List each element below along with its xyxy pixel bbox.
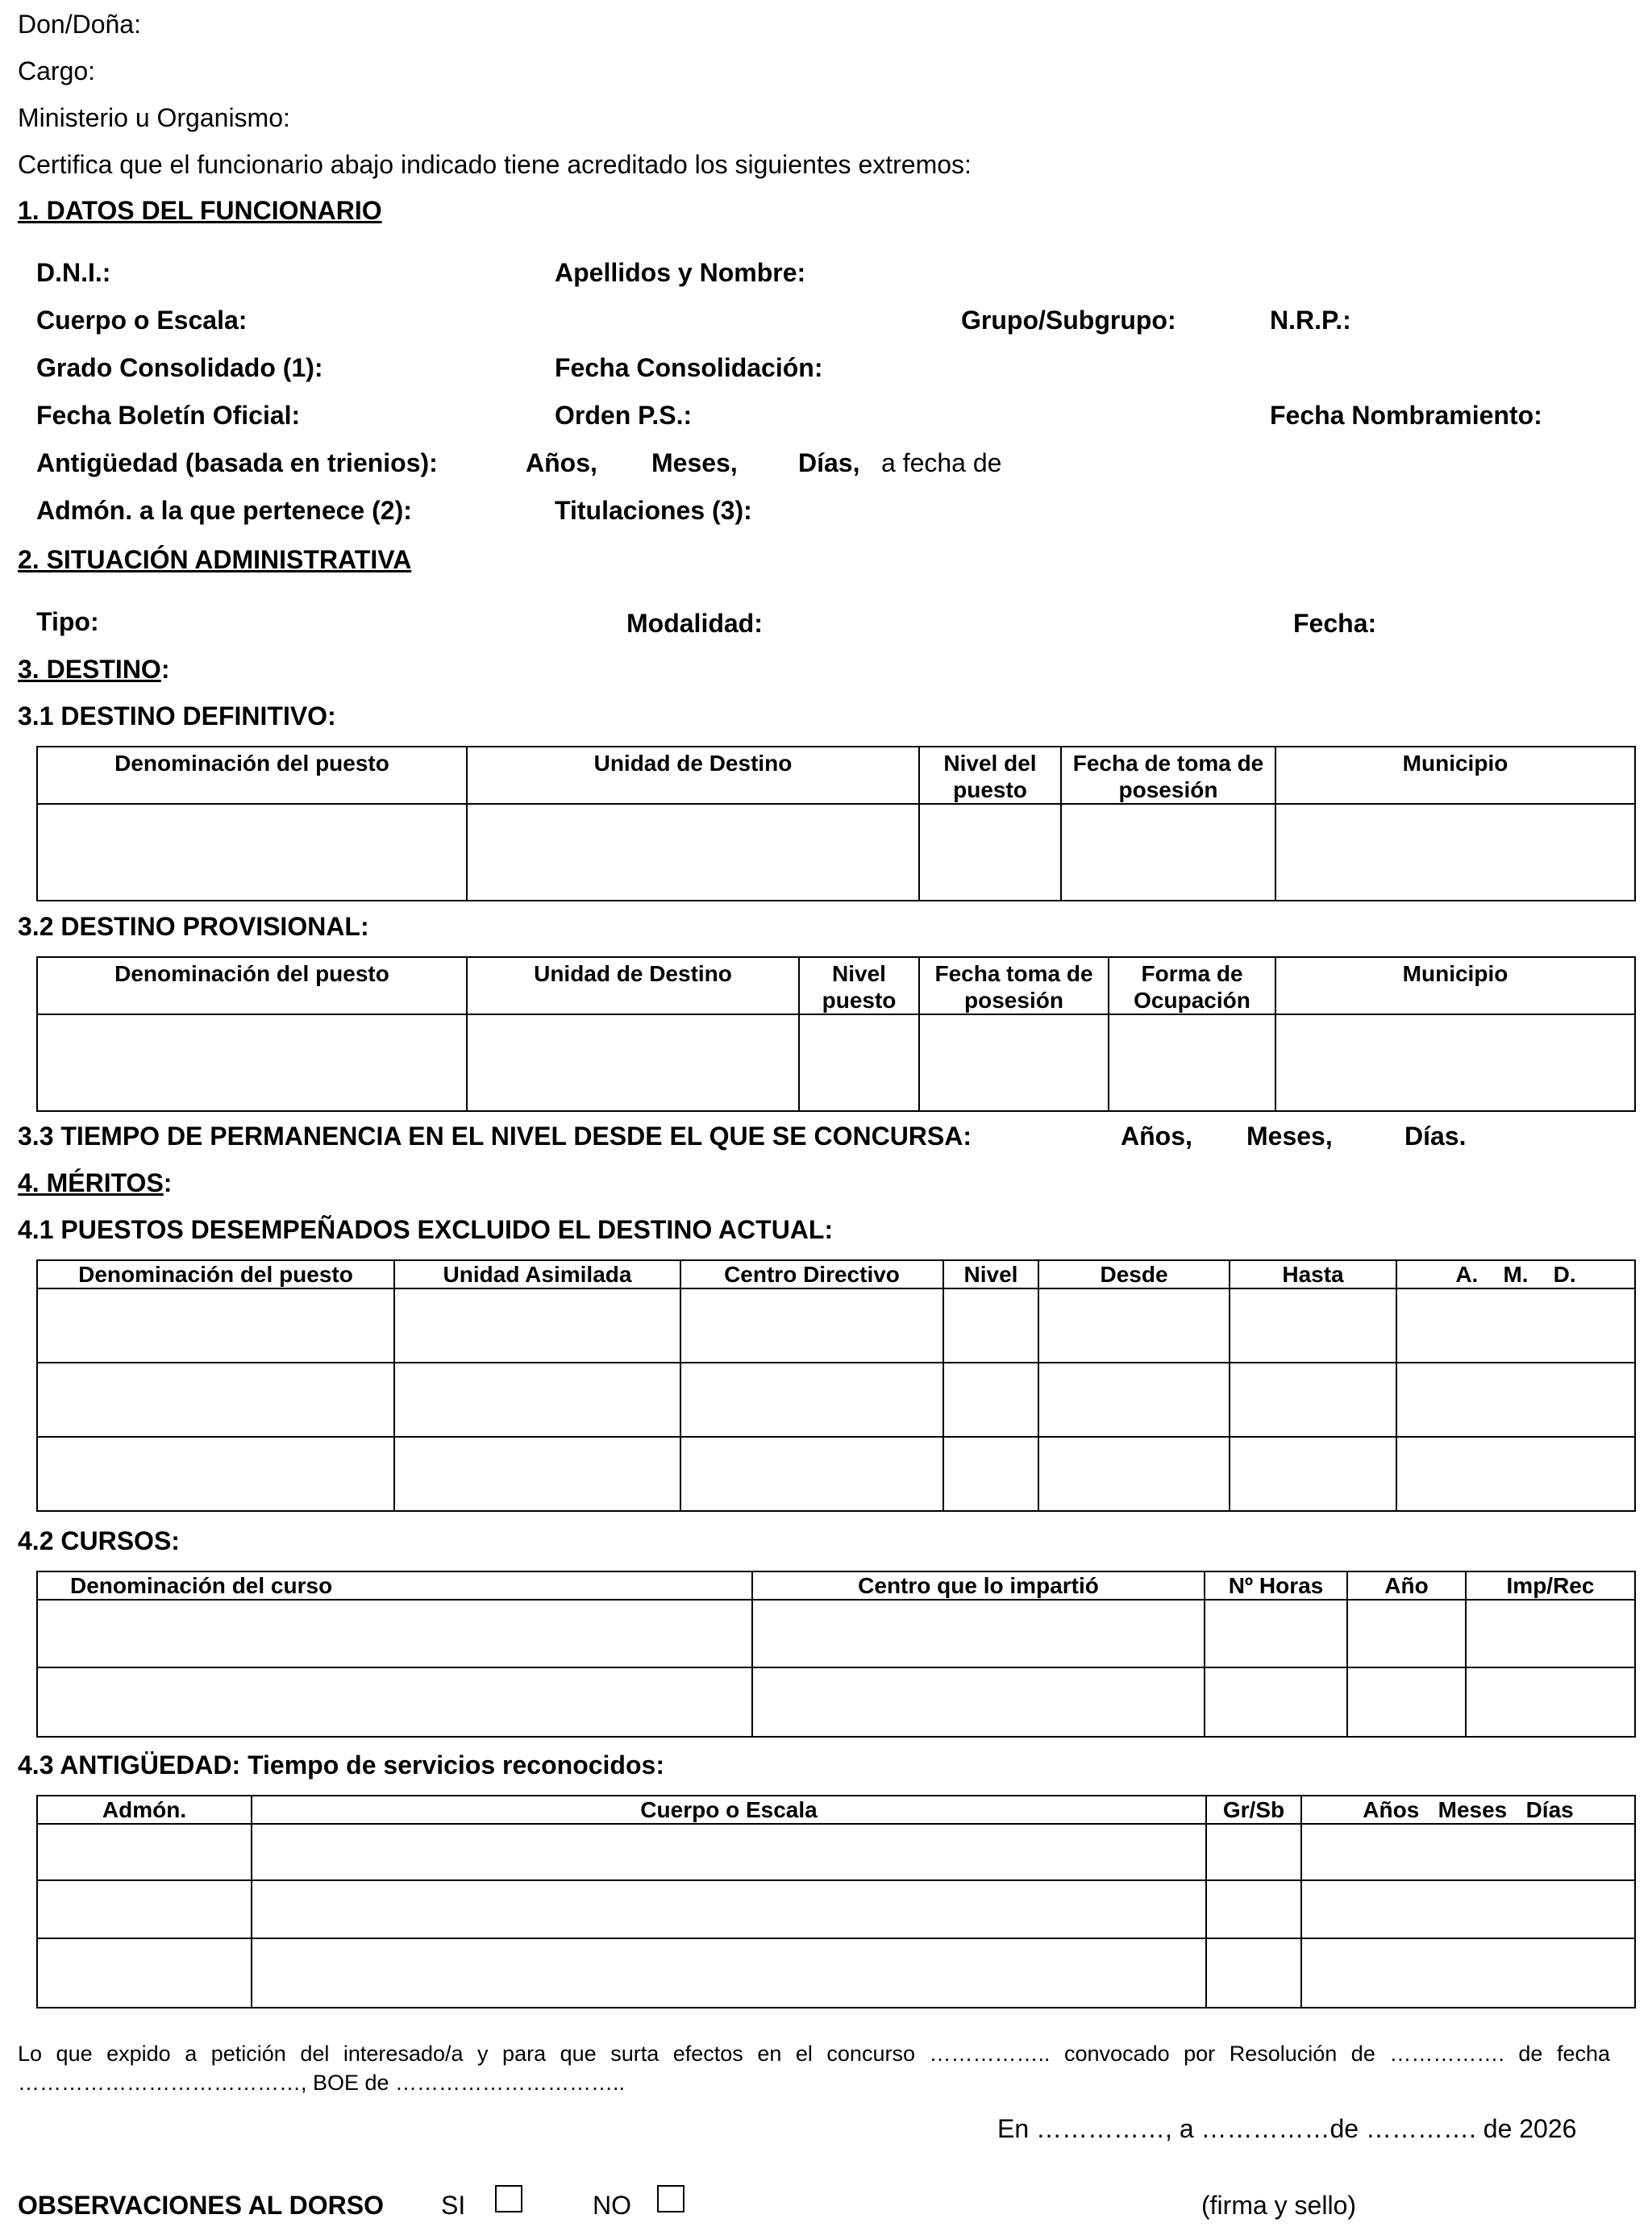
cell-input[interactable]	[37, 1288, 394, 1363]
fecha-label: Fecha:	[1293, 609, 1377, 638]
destino-definitivo-title: 3.1 DESTINO DEFINITIVO:	[18, 701, 336, 731]
cell-input[interactable]	[1275, 804, 1635, 901]
col-amd: A. M. D.	[1396, 1260, 1635, 1288]
certifica-text: Certifica que el funcionario abajo indicado tiene acreditado los siguientes extremos:	[18, 150, 972, 179]
destino-provisional-title: 3.2 DESTINO PROVISIONAL:	[18, 912, 369, 941]
puestos-table	[36, 1259, 1636, 1512]
si-checkbox[interactable]	[495, 2185, 522, 2212]
section3-title-text: 3. DESTINO	[18, 655, 161, 684]
table-row	[37, 1938, 1635, 2008]
si-label: SI	[441, 2191, 466, 2220]
cell-input[interactable]	[1396, 1437, 1635, 1511]
cell-input[interactable]	[394, 1363, 680, 1437]
cell-input[interactable]	[252, 1824, 1206, 1880]
permanencia-dias: Días.	[1404, 1122, 1467, 1151]
grupo-label: Grupo/Subgrupo:	[961, 306, 1176, 335]
col-municipio: Municipio	[1275, 957, 1635, 1014]
cell-input[interactable]	[394, 1288, 680, 1363]
cell-input[interactable]	[37, 804, 467, 901]
cell-input[interactable]	[1396, 1363, 1635, 1437]
table-row	[37, 1288, 1635, 1363]
anos-label: Años,	[526, 448, 597, 477]
col-centro-impartio: Centro que lo impartió	[752, 1571, 1205, 1600]
puestos-desempenados-title: 4.1 PUESTOS DESEMPEÑADOS EXCLUIDO EL DESTINO ACTUAL:	[18, 1215, 834, 1244]
observaciones-label: OBSERVACIONES AL DORSO	[18, 2191, 384, 2220]
cell-input[interactable]	[1230, 1363, 1396, 1437]
fecha-consolidacion-label: Fecha Consolidación:	[555, 353, 823, 382]
cell-input[interactable]	[1347, 1600, 1466, 1667]
col-municipio: Municipio	[1275, 747, 1635, 804]
dni-label: D.N.I.:	[36, 258, 111, 287]
cuerpo-label: Cuerpo o Escala:	[36, 306, 248, 335]
cell-input[interactable]	[252, 1938, 1206, 2008]
section4-title-text: 4. MÉRITOS	[18, 1168, 164, 1197]
table-header-row	[37, 1571, 1635, 1600]
cell-input[interactable]	[1205, 1600, 1347, 1667]
col-centro-directivo: Centro Directivo	[680, 1260, 943, 1288]
cell-input[interactable]	[1230, 1288, 1396, 1363]
firma-sello-label: (firma y sello)	[1201, 2191, 1357, 2220]
cell-input[interactable]	[680, 1288, 943, 1363]
col-hasta: Hasta	[1230, 1260, 1396, 1288]
cell-input[interactable]	[37, 1014, 467, 1111]
table-header-row	[37, 1796, 1635, 1824]
cell-input[interactable]	[37, 1667, 752, 1737]
admon-label: Admón. a la que pertenece (2):	[36, 496, 412, 525]
fecha-nombramiento-label: Fecha Nombramiento:	[1270, 401, 1542, 430]
table-row	[37, 1014, 1635, 1111]
col-nivel: Nivel	[943, 1260, 1038, 1288]
col-anos-meses-dias: Años Meses Días	[1301, 1796, 1635, 1824]
col-cuerpo-escala: Cuerpo o Escala	[252, 1796, 1206, 1824]
cell-input[interactable]	[467, 1014, 799, 1111]
section3-title	[18, 655, 169, 685]
col-denominacion: Denominación del puesto	[37, 747, 467, 804]
cell-input[interactable]	[799, 1014, 919, 1111]
table-row	[37, 1667, 1635, 1737]
cell-input[interactable]	[1301, 1880, 1635, 1938]
col-ano: Año	[1347, 1571, 1466, 1600]
col-desde: Desde	[1038, 1260, 1230, 1288]
cell-input[interactable]	[752, 1600, 1205, 1667]
antiguedad-table	[36, 1795, 1636, 2008]
cell-input[interactable]	[1206, 1880, 1301, 1938]
col-fecha-toma: Fecha de toma de posesión	[1061, 747, 1275, 804]
cell-input[interactable]	[1466, 1667, 1635, 1737]
section1-title: 1. DATOS DEL FUNCIONARIO	[18, 196, 382, 225]
cursos-title: 4.2 CURSOS:	[18, 1526, 180, 1555]
destino-provisional-table	[36, 956, 1636, 1112]
cursos-table	[36, 1571, 1636, 1738]
cell-input[interactable]	[37, 1363, 394, 1437]
nrp-label: N.R.P.:	[1270, 306, 1351, 335]
col-forma-ocupacion: Forma de Ocupación	[1109, 957, 1275, 1014]
cell-input[interactable]	[1301, 1824, 1635, 1880]
section4-title	[18, 1168, 172, 1198]
meses-label: Meses,	[651, 448, 738, 477]
col-imp-rec: Imp/Rec	[1466, 1571, 1635, 1600]
cell-input[interactable]	[752, 1667, 1205, 1737]
cell-input[interactable]	[37, 1600, 752, 1667]
table-row	[37, 1437, 1635, 1511]
cell-input[interactable]	[1347, 1667, 1466, 1737]
cell-input[interactable]	[1396, 1288, 1635, 1363]
col-unidad: Unidad de Destino	[467, 747, 919, 804]
cell-input[interactable]	[943, 1288, 1038, 1363]
cell-input[interactable]	[680, 1363, 943, 1437]
cell-input[interactable]	[37, 1824, 252, 1880]
col-denominacion-curso: Denominación del curso	[37, 1571, 752, 1600]
tipo-label: Tipo:	[36, 607, 99, 636]
section4-title-colon: :	[163, 1168, 173, 1197]
cell-input[interactable]	[467, 804, 919, 901]
cell-input[interactable]	[1301, 1938, 1635, 2008]
cell-input[interactable]	[1206, 1938, 1301, 2008]
permanencia-title: 3.3 TIEMPO DE PERMANENCIA EN EL NIVEL DESDE EL QUE SE CONCURSA:	[18, 1122, 972, 1151]
col-unidad-asimilada: Unidad Asimilada	[394, 1260, 680, 1288]
col-admon: Admón.	[37, 1796, 252, 1824]
col-denominacion: Denominación del puesto	[37, 1260, 394, 1288]
permanencia-anos: Años,	[1121, 1122, 1192, 1151]
cell-input[interactable]	[943, 1437, 1038, 1511]
cell-input[interactable]	[919, 804, 1061, 901]
permanencia-meses: Meses,	[1246, 1122, 1333, 1151]
cell-input[interactable]	[1206, 1824, 1301, 1880]
col-horas: Nº Horas	[1205, 1571, 1347, 1600]
no-label: NO	[593, 2191, 631, 2220]
antiguedad-label: Antigüedad (basada en trienios):	[36, 448, 438, 477]
grado-label: Grado Consolidado (1):	[36, 353, 323, 382]
modalidad-label: Modalidad:	[626, 609, 763, 638]
cell-input[interactable]	[1038, 1363, 1230, 1437]
cell-input[interactable]	[1275, 1014, 1635, 1111]
orden-label: Orden P.S.:	[555, 401, 693, 430]
cell-input[interactable]	[1205, 1667, 1347, 1737]
table-row	[37, 1880, 1635, 1938]
dias-label: Días,	[798, 448, 860, 477]
expido-paragraph: Lo que expido a petición del interesado/a y para que surta efectos en el concurso …………….. convocado por Resolución de ……………. de fecha …………………………………, BOE de …………………………..	[18, 2042, 1610, 2095]
cell-input[interactable]	[37, 1880, 252, 1938]
cell-input[interactable]	[394, 1437, 680, 1511]
col-fecha-toma: Fecha toma de posesión	[919, 957, 1109, 1014]
don-label: Don/Doña:	[18, 10, 141, 39]
destino-definitivo-table	[36, 746, 1636, 901]
cell-input[interactable]	[1038, 1288, 1230, 1363]
apellidos-label: Apellidos y Nombre:	[555, 258, 806, 287]
cell-input[interactable]	[680, 1437, 943, 1511]
col-denominacion: Denominación del puesto	[37, 957, 467, 1014]
col-nivel: Nivel puesto	[799, 957, 919, 1014]
fecha-boletin-label: Fecha Boletín Oficial:	[36, 401, 301, 430]
cell-input[interactable]	[1109, 1014, 1275, 1111]
section2-title: 2. SITUACIÓN ADMINISTRATIVA	[18, 545, 412, 574]
col-unidad: Unidad de Destino	[467, 957, 799, 1014]
table-header-row	[37, 1260, 1635, 1288]
a-fecha-label: a fecha de	[881, 448, 1002, 477]
table-row	[37, 1600, 1635, 1667]
ministerio-label: Ministerio u Organismo:	[18, 103, 290, 132]
lugar-fecha-line: En ……………, a ……………de …………. de 2026	[997, 2114, 1577, 2143]
cell-input[interactable]	[1061, 804, 1275, 901]
cell-input[interactable]	[252, 1880, 1206, 1938]
cell-input[interactable]	[1038, 1437, 1230, 1511]
cell-input[interactable]	[943, 1363, 1038, 1437]
cell-input[interactable]	[37, 1437, 394, 1511]
table-header-row	[37, 957, 1635, 1014]
table-row	[37, 1824, 1635, 1880]
table-row	[37, 1363, 1635, 1437]
titulaciones-label: Titulaciones (3):	[555, 496, 752, 525]
cell-input[interactable]	[1466, 1600, 1635, 1667]
cell-input[interactable]	[919, 1014, 1109, 1111]
cell-input[interactable]	[37, 1938, 252, 2008]
table-header-row	[37, 747, 1635, 804]
no-checkbox[interactable]	[657, 2185, 685, 2212]
col-gr-sb: Gr/Sb	[1206, 1796, 1301, 1824]
cargo-label: Cargo:	[18, 56, 96, 85]
table-row	[37, 804, 1635, 901]
cell-input[interactable]	[1230, 1437, 1396, 1511]
section3-title-colon: :	[160, 655, 170, 684]
col-nivel: Nivel del puesto	[919, 747, 1061, 804]
antiguedad-servicios-title: 4.3 ANTIGÜEDAD: Tiempo de servicios reconocidos:	[18, 1750, 664, 1780]
